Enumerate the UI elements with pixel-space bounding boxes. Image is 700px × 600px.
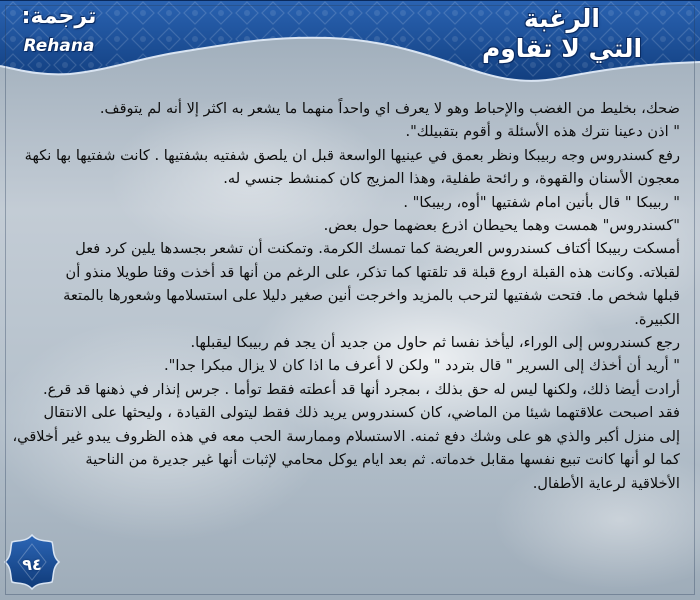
translator-label: ترجمة: [21,4,97,29]
text-line: إلى منزل أكبر والذي هو على وشك دفع ثمنه. الاستسلام وممارسة الحب معه في هذه الظروف يبدو غير أخلاقي، [12,427,680,445]
text-line: " اذن دعينا نترك هذه الأسئلة و أقوم بتقبيلك". [405,123,680,141]
text-line: أمسكت ربيبكا أكتاف كسندروس العريضة كما تمسك الكرمة. وتمكنت أن تشعر بجسدها يلين كرد فعل [75,240,680,258]
page-number: ٩٤ [22,555,42,574]
text-line: أرادت أيضا ذلك، ولكنها ليس له حق بذلك ، بمجرد أنها قد أعطته فقط توأما . جرس إنذار في ذهنها قد قرع. [42,380,680,398]
text-line: الأخلاقية لرعاية الأطفال. [532,474,680,492]
text-line: كما لو أنها كانت تبيع نفسها مقابل خدماته. ثم بعد ايام يوكل محامي لإثبات أنها غير جديرة من الناحية [85,451,680,469]
text-line: رفع كسندروس وجه ربيبكا ونظر بعمق في عينيها الواسعة قبل ان يلصق شفتيه بشفتيها . كانت شفتيها بها نكهة [24,146,680,164]
text-line: معجون الأسنان والقهوة، و رائحة طفلية، وهذا المزيج كان كمنشط جنسي له. [223,170,680,188]
text-line: الكبيرة. [634,310,680,328]
title-line-2: التي لا تقاوم [481,34,643,63]
text-line: لقبلاته. وكانت هذه القبلة اروع قبلة قد تلقتها كما تذكر، على الرغم من أنها قد أخذت وقتا طويلا منذو أن [65,263,680,281]
translator-name: Rehana [23,36,95,56]
text-line: " ربيبكا " قال بأنين امام شفتيها "أوه، ربيبكا" . [403,193,680,211]
story-text [12,97,680,495]
header-banner [0,0,700,92]
text-line: " أريد أن أخذك إلى السرير " قال بتردد " ولكن لا أعرف ما اذا كان لا يزال مبكرا جدا". [163,357,680,375]
text-line: قبلها شخص ما. فتحت شفتيها لترحب بالمزيد واخرجت أنين صغير دليلا على استسلامها وشعورها بالمتعة [63,287,680,305]
title-line-1: الرغبة [524,4,600,33]
text-line: "كسندروس" همست وهما يحيطان اذرع بعضهما حول بعض. [323,217,680,235]
text-line: ضحك، بخليط من الغضب والإحباط وهو لا يعرف اي واحداً منهما ما يشعر به اكثر إلا أنه لم يتوقف. [99,100,680,117]
text-line: رجع كسندروس إلى الوراء، ليأخذ نفسا ثم حاول من جديد أن يجد فم ربيبكا ليقبلها. [190,334,680,352]
chapter-title [452,4,672,64]
text-line: فقد اصبحت علاقتهما شيئا من الماضي، كان كسندروس يريد ذلك فقط ليتولى القيادة ، وليحثها على الانتقال [43,404,680,422]
